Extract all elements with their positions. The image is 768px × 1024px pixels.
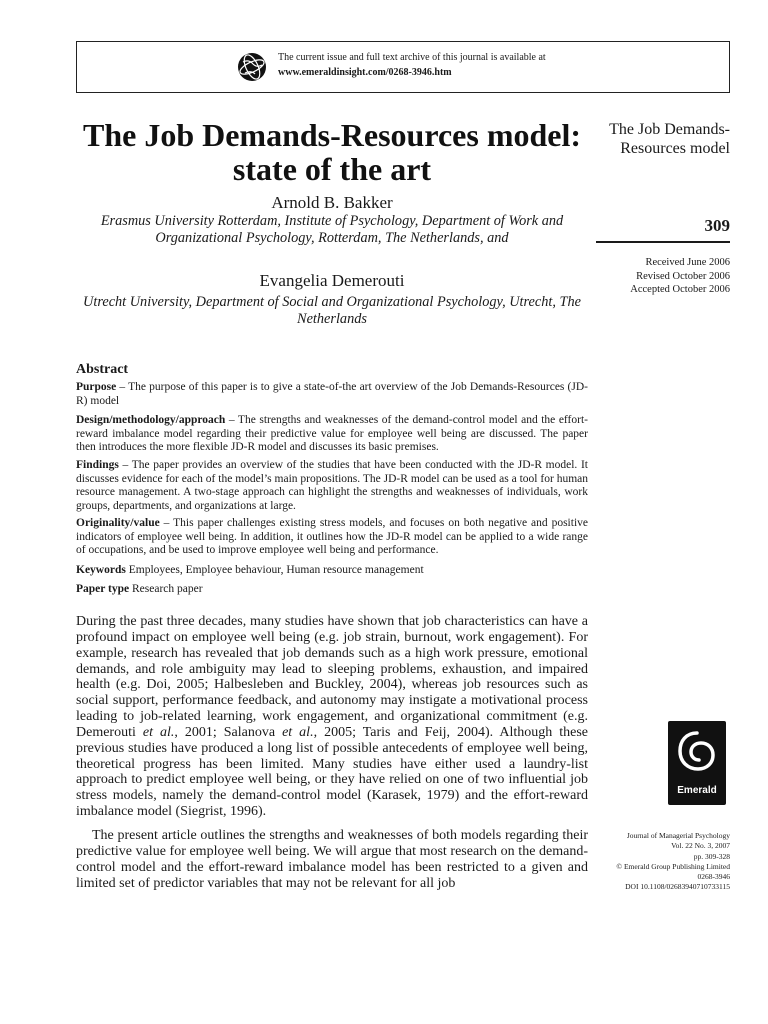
journal-volume: Vol. 22 No. 3, 2007 — [671, 841, 730, 851]
keywords — [76, 564, 588, 578]
divider — [596, 241, 730, 243]
globe-icon — [237, 52, 267, 82]
revised-date: Revised October 2006 — [636, 270, 730, 282]
paper-type — [76, 583, 588, 597]
emerald-swirl-icon — [676, 729, 718, 775]
abstract-originality — [76, 517, 588, 558]
abstract-design — [76, 414, 588, 455]
received-date: Received June 2006 — [645, 257, 730, 268]
findings-text: – The paper provides an overview of the studies that have been conducted with the JD-R model. It discusses evidence for each of the model’s main propositions. The JD-R model can be used as a tool for human resource management. A two-stage approach can highlight the strengths and weaknesses of individuals, work groups, departments, and organizations at large. — [76, 459, 588, 513]
body-paragraph: The present article outlines the strengths and weaknesses of both models regarding their predictive value for employee well being. We will argue that most research on the demand-control model and the effort-reward imbalance model has been restricted to a given and limited set of predictor variables that may not be relevant for all job — [76, 828, 588, 891]
author-affiliation: Erasmus University Rotterdam, Institute of Psychology, Department of Work and Organizational Psychology, Rotterdam, The Netherlands, and — [100, 213, 564, 246]
design-label: Design/methodology/approach — [76, 414, 226, 426]
purpose-label: Purpose — [76, 381, 117, 393]
emerald-logo — [668, 721, 726, 805]
abstract-heading: Abstract — [76, 362, 129, 377]
paper-type-text: Research paper — [129, 583, 203, 595]
purpose-text: – The purpose of this paper is to give a state-of-the art overview of the Job Demands-Resources (JD-R) model — [76, 381, 588, 407]
abstract-findings — [76, 459, 588, 514]
body-text: , 2001; Salanova — [174, 724, 283, 740]
abstract-purpose — [76, 381, 588, 408]
banner-text: The current issue and full text archive of this journal is available at — [278, 52, 546, 63]
body-text: , 2005; Taris and Feij, 2004). Although these previous studies have produced a long list of possible antecedents of employee well being, theoretical progress has been limited. Many studies have either used a laundry-list approach to predict employee well being, or they have relied on one of two influential job stress models, namely the demand-control model (Karasek, 1979) and the effort-reward imbalance model (Siegrist, 1996). — [76, 724, 589, 820]
body-text-italic: et al. — [282, 724, 314, 740]
author-name: Evangelia Demerouti — [259, 271, 405, 290]
paper-type-label: Paper type — [76, 583, 130, 595]
author-name: Arnold B. Bakker — [271, 193, 393, 212]
design-text: – The strengths and weaknesses of the demand-control model and the effort-reward imbalance model regarding their predictive value for employee well being are discussed. The paper then introduces the more flexible JD-R model and discusses its basic premises. — [76, 414, 588, 454]
issn: 0268-3946 — [697, 872, 730, 882]
findings-label: Findings — [76, 459, 119, 471]
running-title: The Job Demands-Resources model — [609, 121, 730, 157]
emerald-wordmark: Emerald — [677, 785, 717, 796]
originality-text: – This paper challenges existing stress models, and focuses on both negative and positive indicators of employee well being. In addition, it outlines how the JD-R model can be applied to a wide range of occupations, and be used to improve employee well being and performance. — [76, 517, 588, 557]
copyright: © Emerald Group Publishing Limited — [616, 861, 730, 871]
keywords-label: Keywords — [76, 564, 126, 576]
page-number: 309 — [704, 216, 730, 235]
originality-label: Originality/value — [76, 517, 160, 529]
body-paragraph — [76, 614, 588, 820]
journal-name: Journal of Managerial Psychology — [626, 831, 730, 840]
banner-url-link[interactable]: www.emeraldinsight.com/0268-3946.htm — [278, 67, 452, 78]
paper-title: The Job Demands-Resources model: state of the art — [82, 117, 582, 187]
author-affiliation: Utrecht University, Department of Social and Organizational Psychology, Utrecht, The Netherlands — [83, 294, 581, 327]
doi: DOI 10.1108/02683940710733115 — [625, 882, 730, 892]
keywords-text: Employees, Employee behaviour, Human resource management — [125, 564, 424, 576]
submission-dates — [590, 256, 730, 297]
body-text: During the past three decades, many studies have shown that job characteristics can have a profound impact on employee well being (e.g. job strain, burnout, work engagement). For example, research has revealed that job demands such as a high work pressure, emotional demands, and role ambiguity may lead to sleeping problems, exhaustion, and impaired health (e.g. Doi, 2005; Halbesleben and Buckley, 2004), whereas job resources such as social support, performance feedback, and autonomy may instigate a motivational process leading to job-related learning, work engagement, and organizational commitment (e.g. Demerouti — [76, 614, 588, 740]
journal-access-banner — [76, 41, 730, 93]
accepted-date: Accepted October 2006 — [630, 284, 730, 295]
journal-pages: pp. 309-328 — [693, 851, 730, 861]
body-text-italic: et al. — [142, 724, 175, 740]
journal-citation — [590, 831, 730, 893]
